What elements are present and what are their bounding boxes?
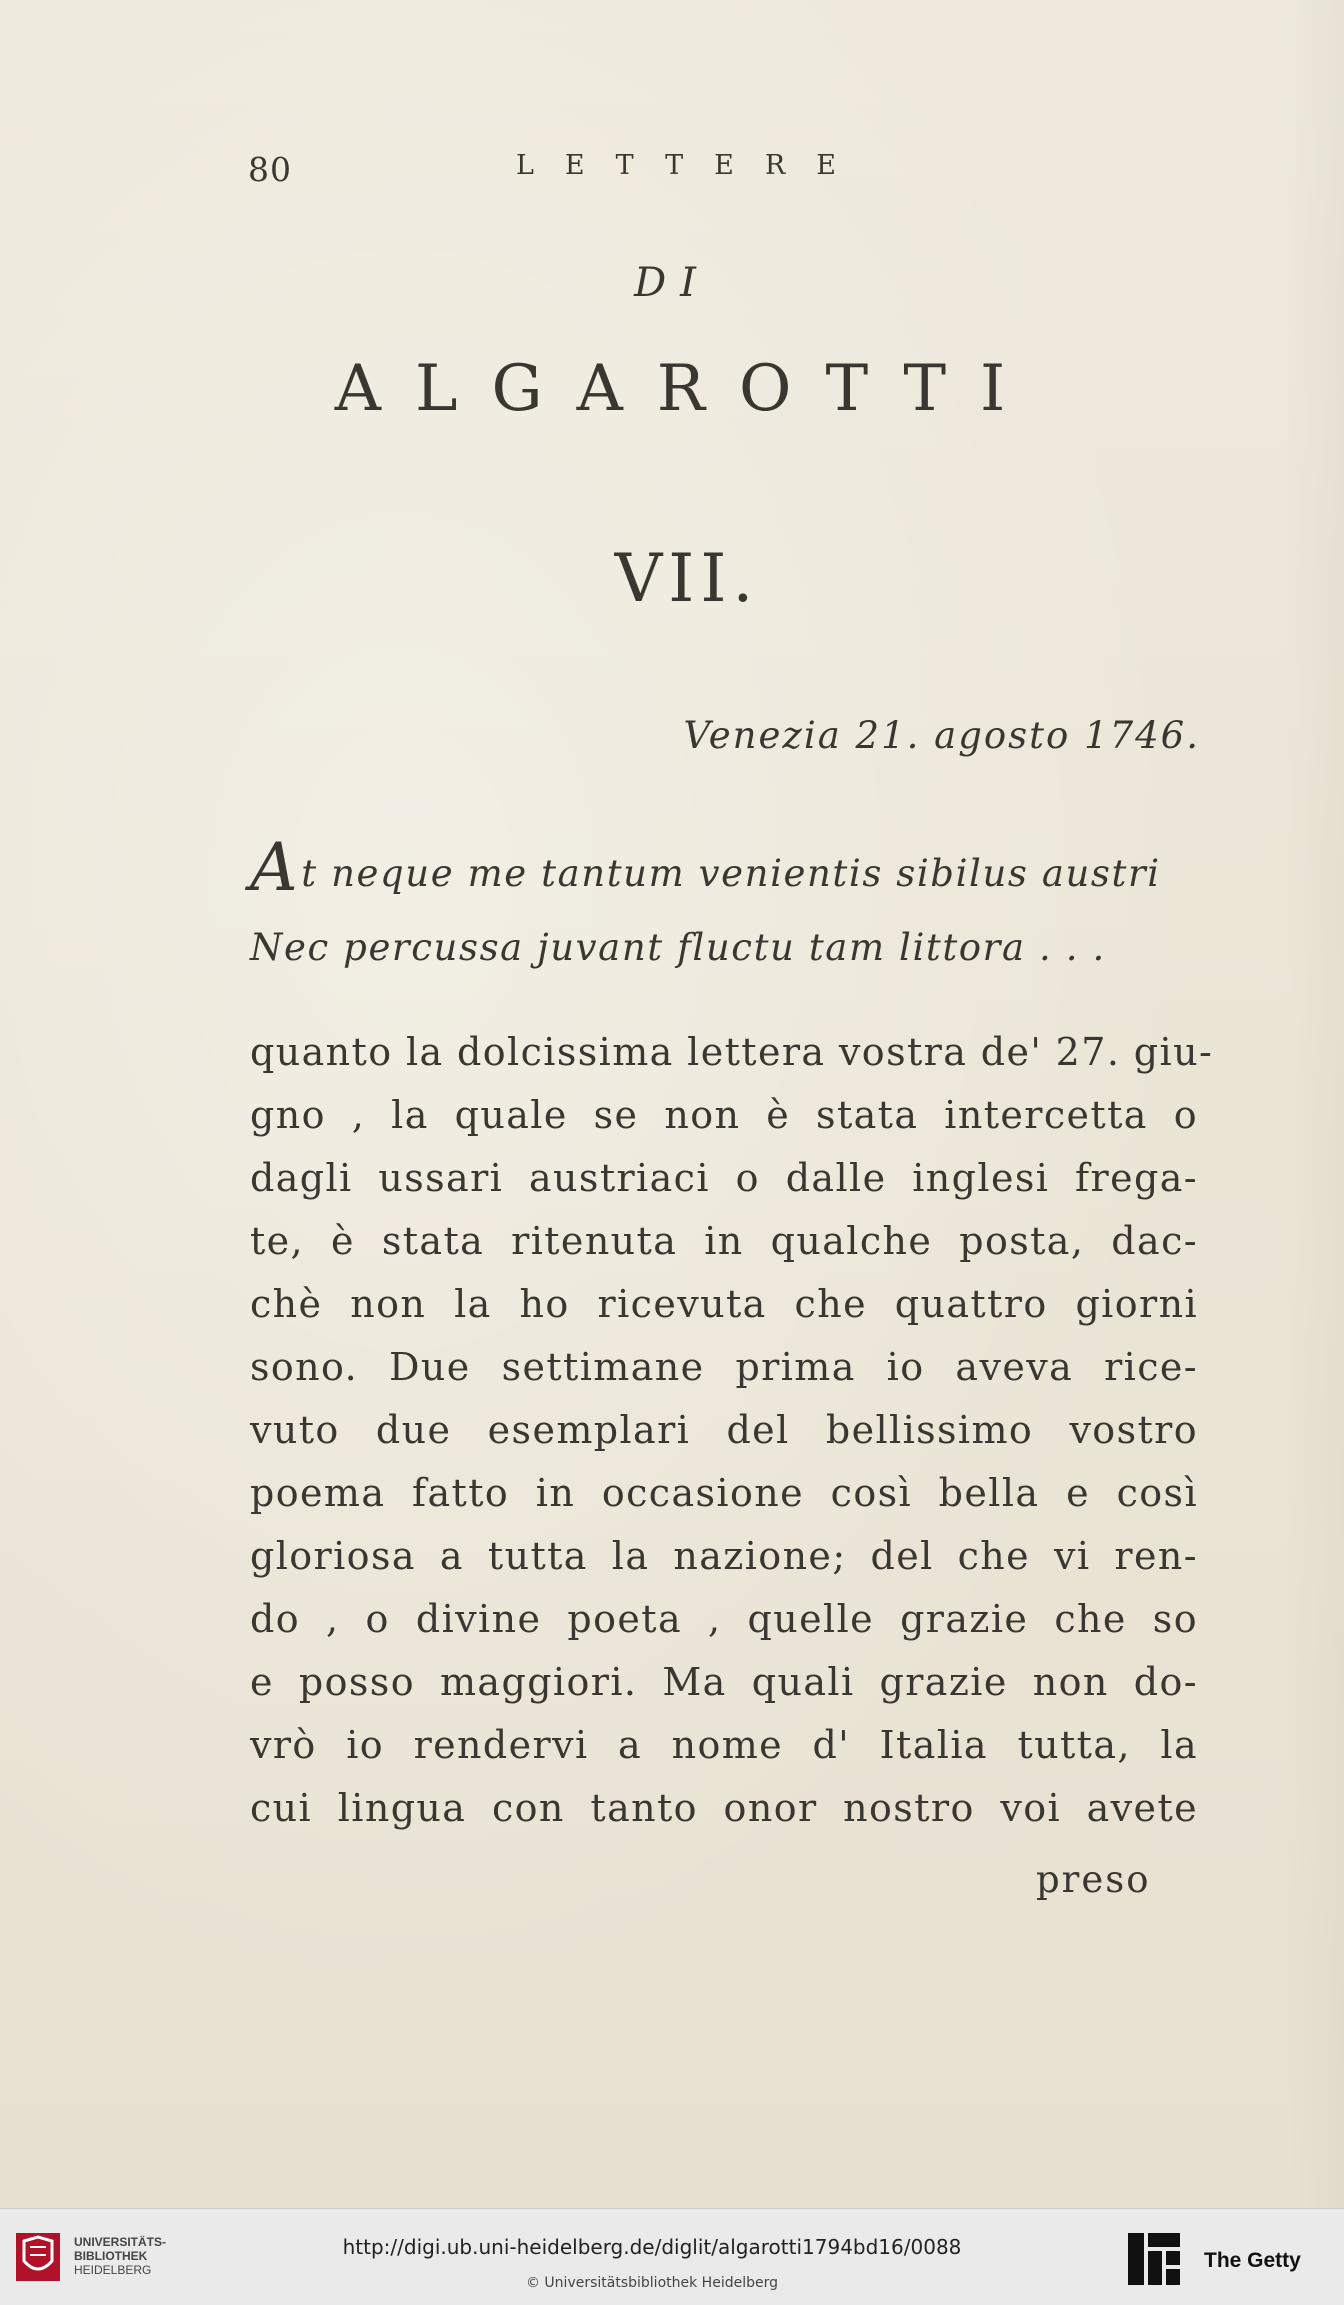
permalink-url[interactable]: http://digi.ub.uni-heidelberg.de/diglit/algarotti1794bd16/0088 — [342, 2235, 962, 2259]
page-number: 80 — [248, 150, 292, 189]
library-name-line-1: UNIVERSITÄTS- — [74, 2235, 167, 2249]
epigraph-line-1 — [250, 829, 1161, 906]
body-line: poema fatto in occasione così bella e così — [250, 1471, 1198, 1515]
body-line: gno , la quale se non è stata intercetta o — [250, 1093, 1198, 1137]
epigraph-line-2: Nec percussa juvant fluctu tam littora . . . — [250, 926, 1106, 969]
body-line: do , o divine poeta , quelle grazie che so — [250, 1597, 1198, 1641]
body-line: vuto due esemplari del bellissimo vostro — [250, 1408, 1198, 1452]
body-line: e posso maggiori. Ma quali grazie non do- — [250, 1660, 1198, 1704]
body-line: chè non la ho ricevuta che quattro giorni — [250, 1282, 1198, 1326]
body-line: sono. Due settimane prima io aveva rice- — [250, 1345, 1198, 1389]
body-line: quanto la dolcissima lettera vostra de' 27. giu- — [250, 1030, 1214, 1074]
body-line: vrò io rendervi a nome d' Italia tutta, la — [250, 1723, 1198, 1767]
letter-number: VII. — [614, 540, 760, 617]
library-name-line-3: HEIDELBERG — [74, 2263, 152, 2277]
getty-mark-icon — [1124, 2229, 1184, 2289]
drop-cap: A — [250, 829, 300, 906]
library-name-line-2: BIBLIOTHEK — [74, 2249, 148, 2263]
body-line: gloriosa a tutta la nazione; del che vi ren- — [250, 1534, 1198, 1578]
sponsor-name: The Getty — [1204, 2249, 1301, 2272]
viewer-footer — [0, 2208, 1344, 2305]
title-author: ALGAROTTI — [334, 352, 1040, 426]
running-head — [248, 150, 948, 190]
title-di: DI — [634, 260, 710, 306]
catchword: preso — [1036, 1858, 1151, 1901]
copyright-notice: © Universitätsbibliothek Heidelberg — [525, 2275, 778, 2291]
body-line: dagli ussari austriaci o dalle inglesi frega- — [250, 1156, 1198, 1200]
body-line: te, è stata ritenuta in qualche posta, dac- — [250, 1219, 1198, 1263]
running-title: LETTERE — [516, 150, 867, 181]
epigraph-line-1-text: t neque me tantum venientis sibilus austri — [301, 852, 1161, 895]
getty-logo[interactable] — [1124, 2229, 1324, 2289]
dateline: Venezia 21. agosto 1746. — [683, 714, 1200, 757]
body-line: cui lingua con tanto onor nostro voi avete — [250, 1786, 1198, 1830]
